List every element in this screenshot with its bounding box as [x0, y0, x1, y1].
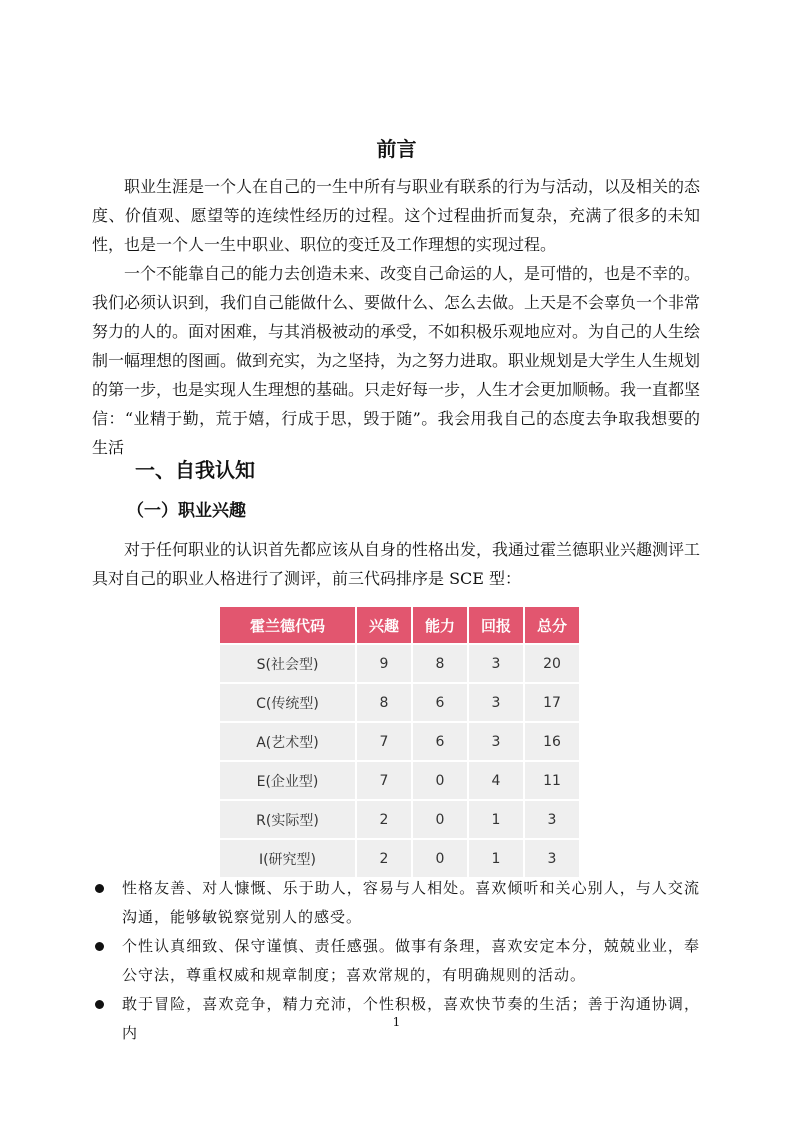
column-header: 霍兰德代码	[220, 607, 355, 643]
table-cell: C(传统型)	[220, 684, 355, 721]
table-cell: S(社会型)	[220, 645, 355, 682]
table-cell: 8	[413, 645, 467, 682]
list-item	[92, 932, 700, 990]
table-cell: 3	[525, 840, 579, 877]
table-cell: 3	[469, 684, 523, 721]
bullet-icon	[95, 884, 104, 893]
list-item-text: 个性认真细致、保守谨慎、责任感强。做事有条理，喜欢安定本分，兢兢业业，奉公守法，尊重权威和规章制度；喜欢常规的，有明确规则的活动。	[122, 937, 700, 984]
table-cell: 0	[413, 840, 467, 877]
table-cell: 4	[469, 762, 523, 799]
preface-paragraph-2: 一个不能靠自己的能力去创造未来、改变自己命运的人，是可惜的，也是不幸的。我们必须认识到，我们自己能做什么、要做什么、怎么去做。上天是不会辜负一个非常努力的人的。面对困难，与其消极被动的承受，不如积极乐观地应对。为自己的人生绘制一幅理想的图画。做到充实，为之坚持，为之努力进取。职业规划是大学生人生规划的第一步，也是实现人生理想的基础。只走好每一步，人生才会更加顺畅。我一直都坚信：“业精于勤，荒于嬉，行成于思，毁于随”。我会用我自己的态度去争取我想要的生活	[92, 264, 701, 457]
table-cell: 9	[357, 645, 411, 682]
table-cell: 7	[357, 723, 411, 760]
table-cell: I(研究型)	[220, 840, 355, 877]
table-cell: 7	[357, 762, 411, 799]
page-title: 前言	[376, 137, 417, 161]
table-row	[220, 801, 579, 838]
table-row	[220, 840, 579, 877]
table-row	[220, 645, 579, 682]
table-row	[220, 684, 579, 721]
interest-paragraph: 对于任何职业的认识首先都应该从自身的性格出发，我通过霍兰德职业兴趣测评工具对自己的职业人格进行了测评，前三代码排序是 SCE 型：	[92, 540, 701, 588]
bullet-icon	[95, 1000, 104, 1009]
table-cell: 6	[413, 723, 467, 760]
table-cell: 8	[357, 684, 411, 721]
table-cell: A(艺术型)	[220, 723, 355, 760]
table-cell: 1	[469, 840, 523, 877]
table-header-row	[220, 607, 579, 643]
table-row	[220, 723, 579, 760]
table-cell: 2	[357, 801, 411, 838]
table-cell: 17	[525, 684, 579, 721]
table-cell: 1	[469, 801, 523, 838]
table-cell: 0	[413, 801, 467, 838]
table-cell: 16	[525, 723, 579, 760]
column-header: 总分	[525, 607, 579, 643]
bullet-icon	[95, 942, 104, 951]
list-item-text: 性格友善、对人慷慨、乐于助人，容易与人相处。喜欢倾听和关心别人，与人交流沟通，能够敏锐察觉别人的感受。	[122, 879, 700, 926]
table-cell: 6	[413, 684, 467, 721]
page-number: 1	[392, 1015, 401, 1029]
preface-paragraph-1: 职业生涯是一个人在自己的一生中所有与职业有联系的行为与活动，以及相关的态度、价值观、愿望等的连续性经历的过程。这个过程曲折而复杂，充满了很多的未知性，也是一个人一生中职业、职位的变迁及工作理想的实现过程。	[92, 177, 701, 254]
table-cell: 0	[413, 762, 467, 799]
table-cell: 3	[525, 801, 579, 838]
subsection-heading: （一）职业兴趣	[127, 501, 246, 521]
table-cell: R(实际型)	[220, 801, 355, 838]
list-item-text: 敢于冒险，喜欢竞争，精力充沛，个性积极，喜欢快节奏的生活；善于沟通协调，内	[122, 995, 700, 1042]
column-header: 兴趣	[357, 607, 411, 643]
column-header: 能力	[413, 607, 467, 643]
table-cell: 11	[525, 762, 579, 799]
table-cell: 3	[469, 645, 523, 682]
table-row	[220, 762, 579, 799]
holland-code-table	[218, 605, 581, 879]
table-cell: 3	[469, 723, 523, 760]
table-cell: E(企业型)	[220, 762, 355, 799]
table-cell: 2	[357, 840, 411, 877]
section-heading: 一、自我认知	[135, 458, 255, 482]
column-header: 回报	[469, 607, 523, 643]
list-item	[92, 874, 700, 932]
table-cell: 20	[525, 645, 579, 682]
